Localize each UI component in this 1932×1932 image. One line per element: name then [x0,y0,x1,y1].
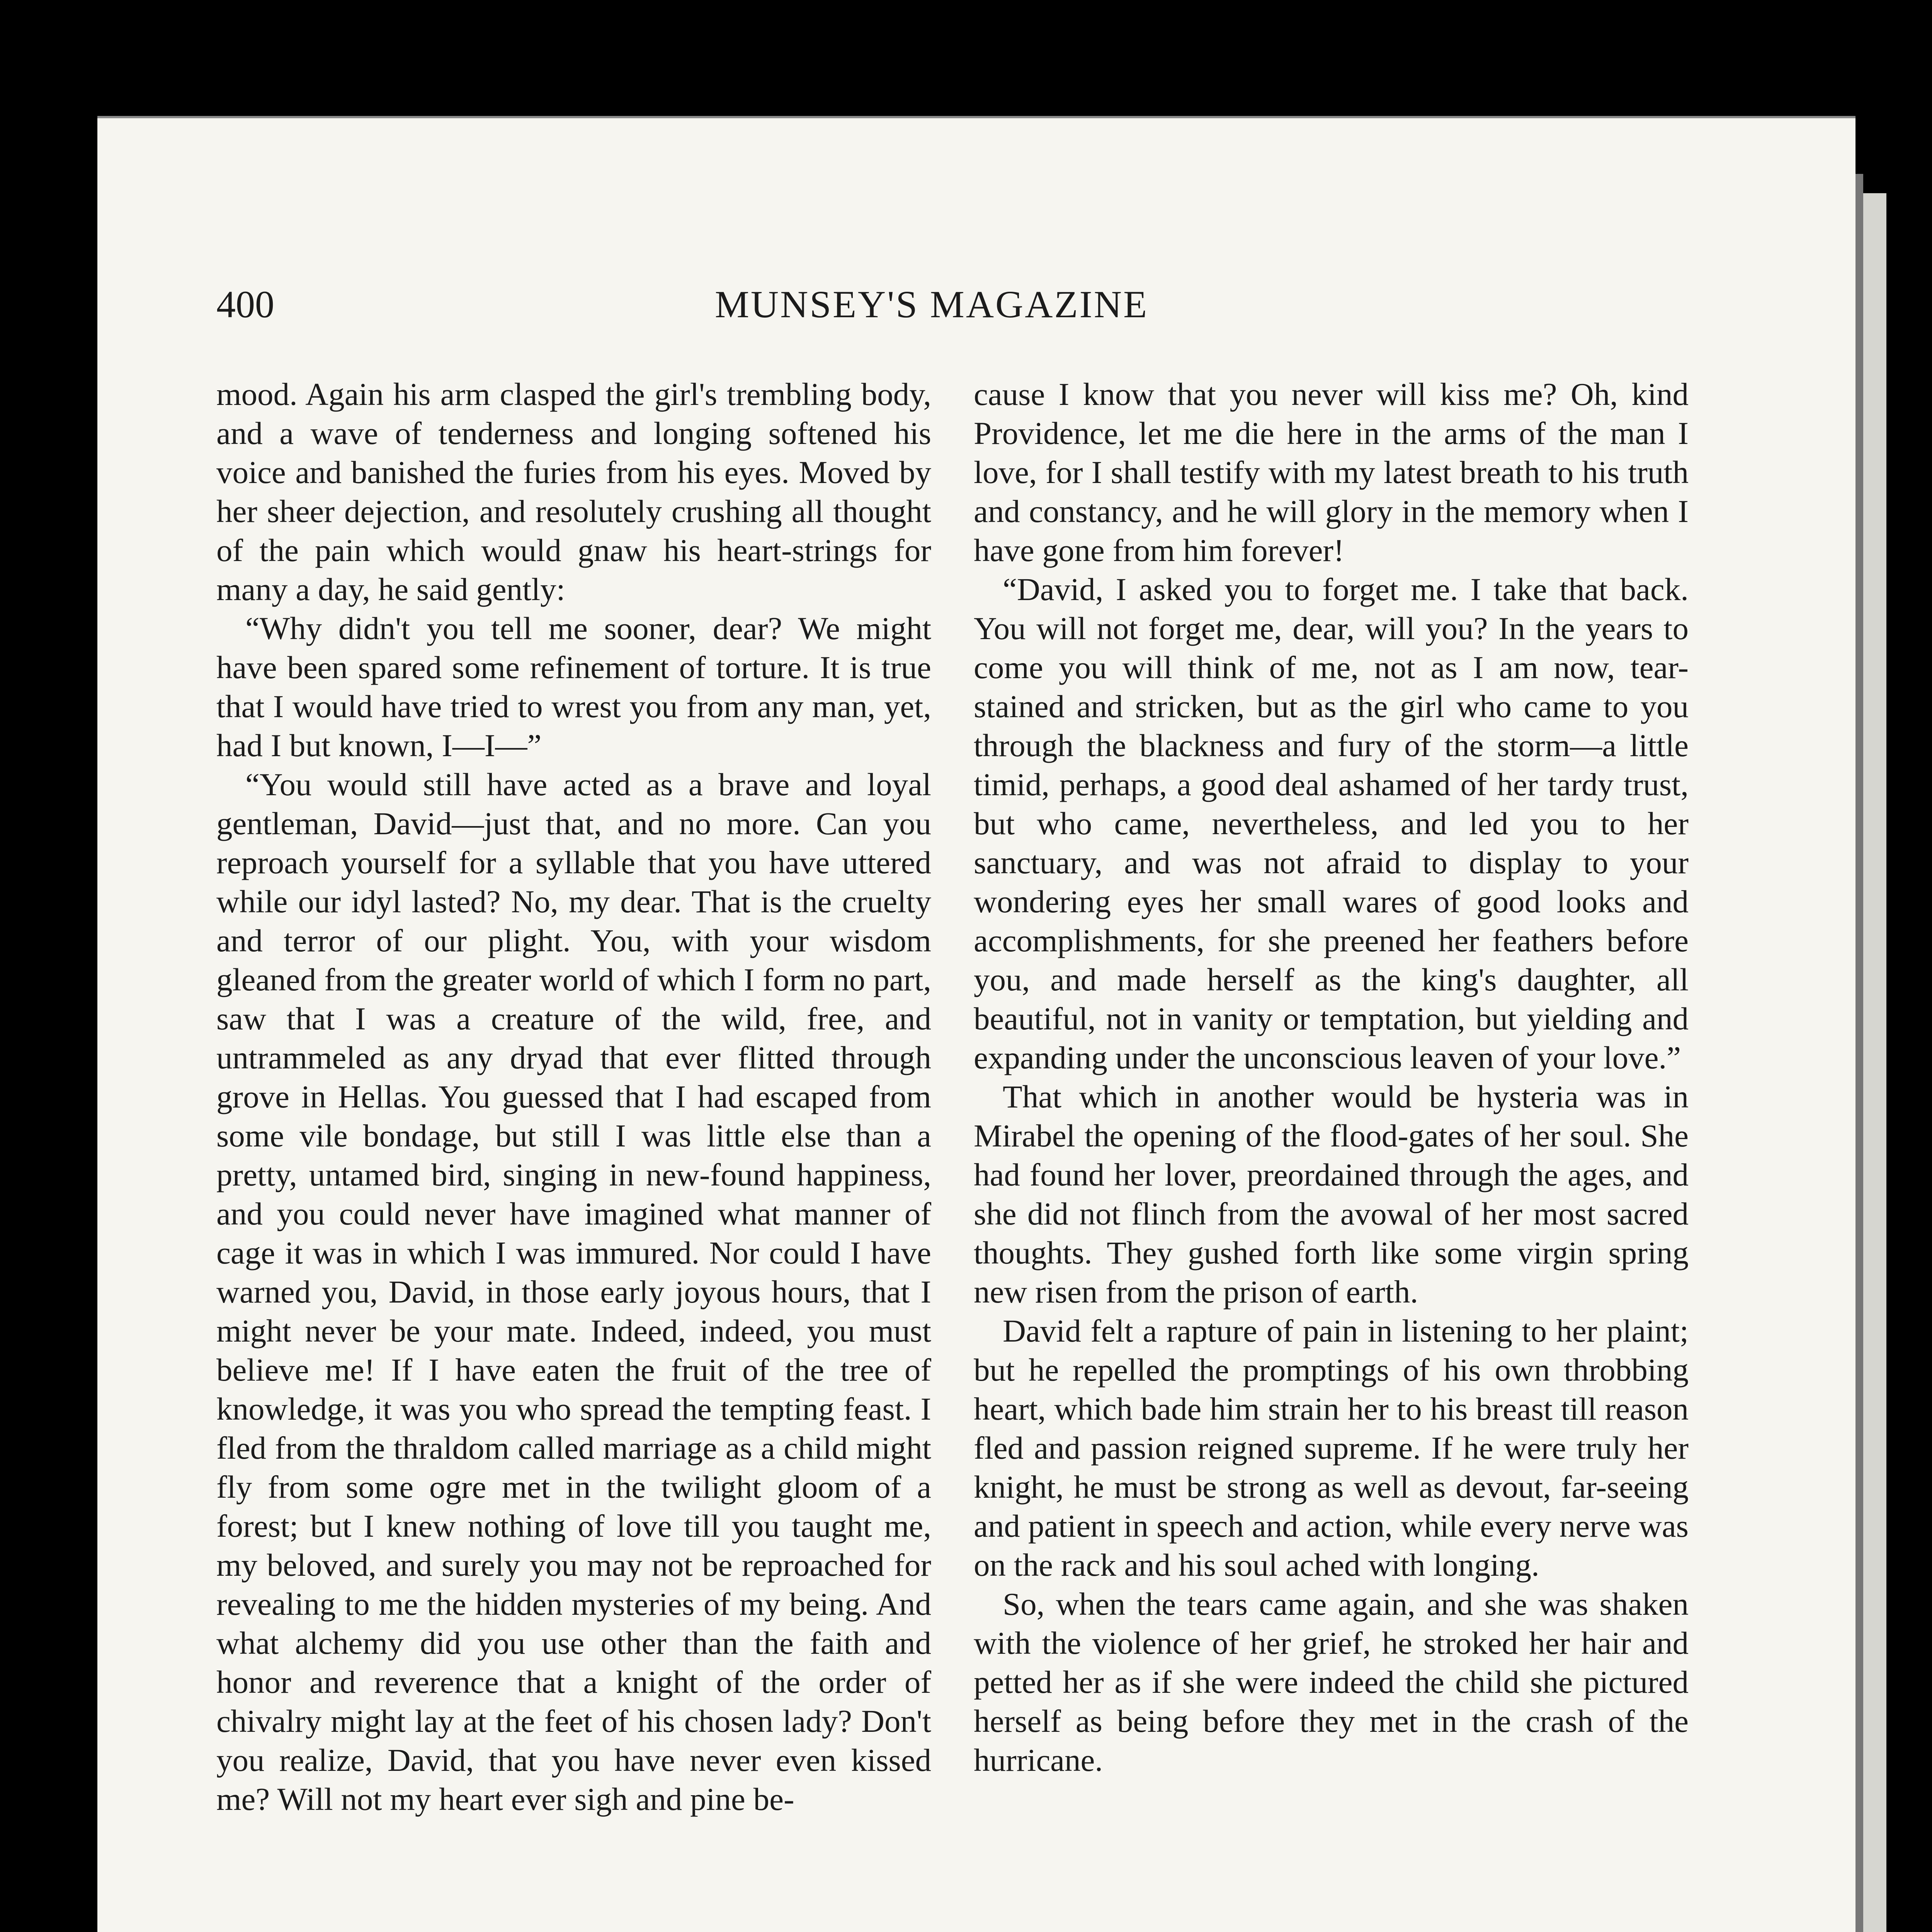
left-paragraph-2: “Why didn't you tell me sooner, dear? We might have been spared some refinement of torture. It is true that I would have tried to wrest you from any man, yet, had I but known, I—I—” [216,611,931,763]
left-paragraph-3: “You would still have acted as a brave and loyal gentleman, David—just that, and no more. Can you reproach yourself for a syllable that you have uttered while our idyl lasted? No, my dear. That is the cruelty and terror of our plight. You, with your wisdom gleaned from the greater world of which I form no part, saw that I was a creature of the wild, free, and untrammeled as any dryad that ever flitted through grove in Hellas. You guessed that I had escaped from some vile bondage, but still I was little else than a pretty, untamed bird, singing in new-found happiness, and you could never have imagined what manner of cage it was in which I was immured. Nor could I have warned you, David, in those early joyous hours, that I might never be your mate. Indeed, indeed, you must believe me! If I have eaten the fruit of the tree of knowledge, it was you who spread the tempting feast. I fled from the thraldom called marriage as a child might fly from some ogre met in the twilight gloom of a forest; but I knew nothing of love till you taught me, my beloved, and surely you may not be reproached for revealing to me the hidden mysteries of my being. And what alchemy did you use other than the faith and honor and reverence that a knight of the order of chivalry might lay at the feet of his chosen lady? Don't you realize, David, that you have never even kissed me? Will not my heart ever sigh and pine be- [216,767,931,1817]
right-paragraph-4: David felt a rapture of pain in listening to her plaint; but he repelled the promptings of his own throbbing heart, which bade him strain her to his breast till reason fled and passion reigned supreme. If he were truly her knight, he must be strong as well as devout, far-seeing and patient in speech and action, while every nerve was on the rack and his soul ached with longing. [974,1313,1689,1583]
right-paragraph-5: So, when the tears came again, and she was shaken with the violence of her grief, he stroked her hair and petted her as if she were indeed the child she pictured herself as being before they met in the crash of the hurricane. [974,1586,1689,1778]
right-paragraph-3: That which in another would be hysteria was in Mirabel the opening of the flood-gates of her soul. She had found her lover, preordained through the ages, and she did not flinch from the avowal of her most sacred thoughts. They gushed forth like some virgin spring new risen from the prison of earth. [974,1079,1689,1310]
right-column [974,375,1689,1780]
page-spine-shadow [1855,174,1863,1932]
right-paragraph-1: cause I know that you never will kiss me? Oh, kind Providence, let me die here in the arms of the man I love, for I shall testify with my latest breath to his truth and constancy, and he will glory in the memory when I have gone from him forever! [974,376,1689,568]
running-head: MUNSEY'S MAGAZINE [715,283,1149,326]
left-paragraph-1: mood. Again his arm clasped the girl's trembling body, and a wave of tenderness and longing softened his voice and banished the furies from his eyes. Moved by her sheer dejection, and resolutely crushing all thought of the pain which would gnaw his heart-strings for many a day, he said gently: [216,376,931,607]
right-paragraph-2: “David, I asked you to forget me. I take that back. You will not forget me, dear, will you? In the years to come you will think of me, not as I am now, tear-stained and stricken, but as the girl who came to you through the blackness and fury of the storm—a little timid, perhaps, a good deal ashamed of her tardy trust, but who came, nevertheless, and led you to her sanctuary, and was not afraid to display to your wondering eyes her small wares of good looks and accomplishments, for she preened her feathers before you, and made herself as the king's daughter, all beautiful, not in vanity or temptation, but yielding and expanding under the unconscious leaven of your love.” [974,571,1689,1075]
page-number: 400 [216,283,274,326]
page-spine-edge [1863,193,1886,1932]
left-column [216,375,931,1819]
